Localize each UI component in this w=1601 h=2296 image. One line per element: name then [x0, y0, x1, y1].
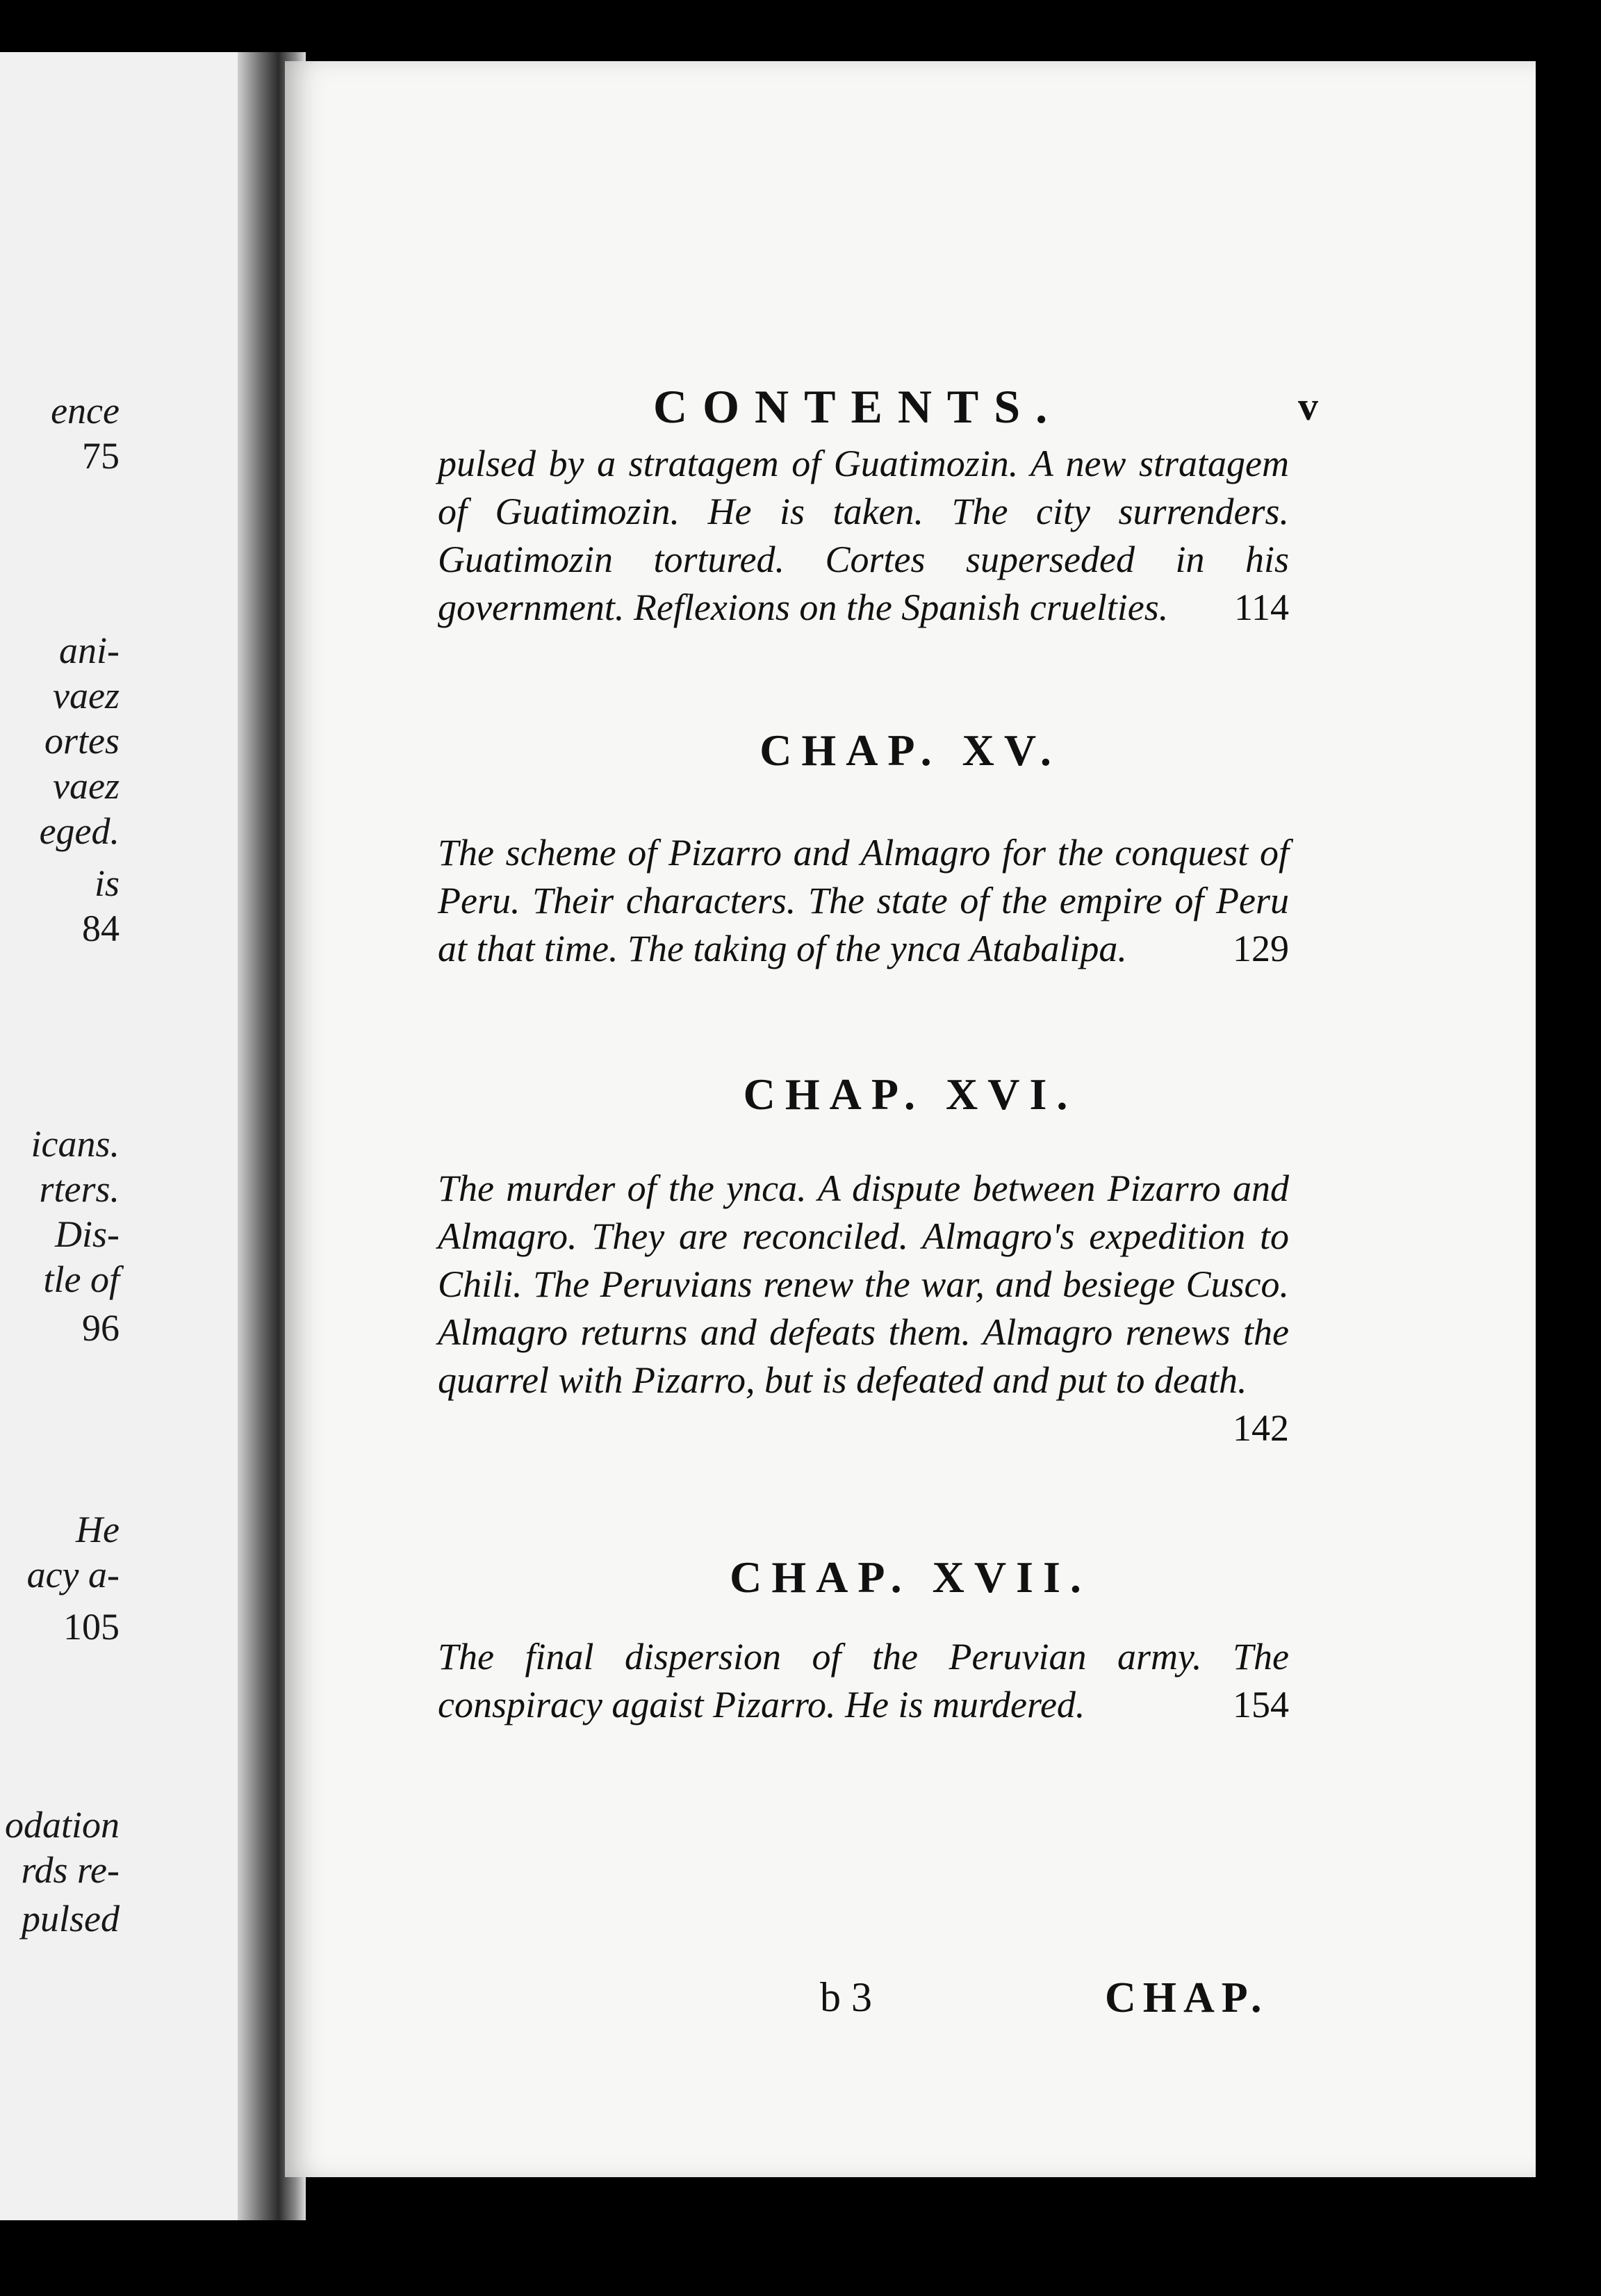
left-page-line: acy a- [26, 1554, 120, 1596]
left-page-line: ani- [59, 630, 120, 671]
left-page-line: Dis- [55, 1213, 120, 1255]
entry-text: The final dispersion of the Peruvian army. The conspiracy agaist Pizarro. He is murdered. [438, 1636, 1289, 1725]
contents-entry-continued [438, 440, 1289, 632]
left-page-line: vaez [53, 765, 120, 807]
entry-text: The scheme of Pizarro and Almagro for the conquest of Peru. Their characters. The state of the empire of Peru at that time. The taking of the ynca Atabalipa. [438, 832, 1289, 969]
left-page-line: vaez [53, 675, 120, 716]
running-head: CONTENTS. [653, 380, 1063, 433]
entry-page-number: 114 [1234, 587, 1289, 628]
left-page-line: icans. [31, 1123, 120, 1165]
left-page-line: He [76, 1509, 120, 1550]
left-page-line: tle of [43, 1258, 120, 1300]
chapter-heading-xv: CHAP. XV. [760, 725, 1061, 775]
page-folio: v [1298, 384, 1318, 429]
left-page-fragment [0, 52, 238, 2220]
entry-page-number: 154 [1233, 1684, 1289, 1725]
left-page-line: 75 [82, 435, 120, 477]
left-page-line: ortes [44, 720, 120, 762]
left-page-line: ence [51, 390, 120, 432]
left-page-line: pulsed [22, 1898, 120, 1940]
left-page-line: rds re- [21, 1849, 120, 1891]
contents-entry-xvii [438, 1633, 1289, 1729]
catchword: CHAP. [1105, 1974, 1269, 2022]
contents-page-text [285, 61, 1536, 2177]
left-page-line: is [94, 862, 120, 904]
contents-entry-xvi [438, 1165, 1289, 1452]
left-page-line: 84 [82, 908, 120, 949]
left-page-line: odation [4, 1804, 120, 1846]
contents-entry-xv [438, 829, 1289, 973]
entry-page-number: 142 [1233, 1407, 1289, 1449]
left-page-line: 96 [82, 1307, 120, 1349]
chapter-heading-xvi: CHAP. XVI. [743, 1069, 1078, 1119]
right-page [285, 61, 1536, 2177]
entry-page-number: 129 [1233, 928, 1289, 969]
signature-mark: b 3 [820, 1974, 872, 2020]
chapter-heading-xvii: CHAP. XVII. [730, 1552, 1091, 1602]
entry-text: pulsed by a stratagem of Guatimozin. A new stratagem of Guatimozin. He is taken. The city surrenders. Guatimozin tortured. Cortes superseded in his government. Reflexions on the Spanish cruelties. [438, 443, 1289, 628]
left-page-line: eged. [39, 810, 120, 852]
left-page-line: rters. [39, 1168, 120, 1210]
left-page-line: 105 [63, 1606, 120, 1648]
entry-text: The murder of the ynca. A dispute between Pizarro and Almagro. They are reconciled. Almagro's expedition to Chili. The Peruvians renew the war, and besiege Cusco. Almagro returns and defeats them. Almagro renews the quarrel with Pizarro, but is defeated and put to death. [438, 1167, 1289, 1401]
